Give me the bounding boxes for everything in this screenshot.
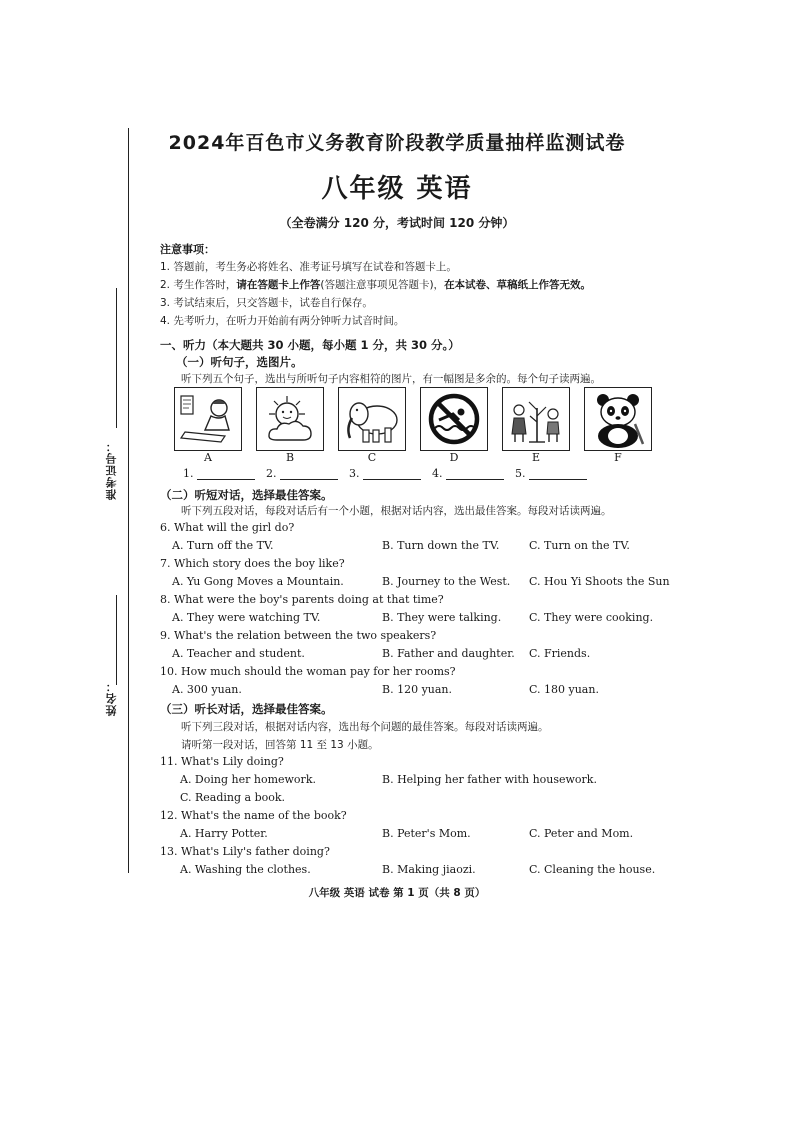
- answer-blank-4[interactable]: [432, 467, 504, 480]
- name-label: 姓名：: [105, 680, 118, 716]
- picture-label-f: F: [614, 451, 622, 464]
- note-item-1: 1. 答题前，考生务必将姓名、准考证号填写在试卷和答题卡上。: [160, 261, 457, 273]
- sub1-instruction: 听下列五个句子，选出与所听句子内容相符的图片，有一幅图是多余的。每个句子读两遍。: [181, 373, 601, 385]
- option-6a[interactable]: A. Turn off the TV.: [172, 539, 274, 552]
- exam-title: 2024年百色市义务教育阶段教学质量抽样监测试卷: [168, 132, 626, 154]
- option-8c[interactable]: C. They were cooking.: [529, 611, 654, 624]
- question-11: 11. What's Lily doing?: [160, 755, 284, 768]
- note-item-2-part-c: (答题注意事项见答题卡)，: [320, 279, 445, 291]
- part1-heading: 一、听力（本大题共 30 小题，每小题 1 分，共 30 分。）: [160, 338, 460, 352]
- option-9a[interactable]: A. Teacher and student.: [172, 647, 305, 660]
- picture-label-b: B: [285, 451, 295, 464]
- option-10c[interactable]: C. 180 yuan.: [529, 683, 599, 696]
- elephant-picture: [338, 387, 406, 451]
- girl-writing-icon: [175, 388, 241, 450]
- sun-cloud-icon: [257, 388, 323, 450]
- option-10b[interactable]: B. 120 yuan.: [382, 683, 453, 696]
- option-8a[interactable]: A. They were watching TV.: [172, 611, 321, 624]
- blank-number: 5.: [515, 467, 526, 480]
- blank-number: 3.: [349, 467, 360, 480]
- option-6c[interactable]: C. Turn on the TV.: [529, 539, 630, 552]
- blank-number: 1.: [183, 467, 194, 480]
- sub3-instruction-2: 请听第一段对话，回答第 11 至 13 小题。: [181, 739, 379, 751]
- panda-icon: [585, 388, 651, 450]
- question-8: 8. What were the boy's parents doing at that time?: [160, 593, 444, 606]
- no-swimming-picture: [420, 387, 488, 451]
- subject-title: 八年级 英语: [321, 174, 473, 204]
- picture-label-d: D: [449, 451, 459, 464]
- exam-number-write-line: [116, 288, 117, 428]
- option-9b[interactable]: B. Father and daughter.: [382, 647, 515, 660]
- option-13c[interactable]: C. Cleaning the house.: [529, 863, 656, 876]
- option-8b[interactable]: B. They were talking.: [382, 611, 502, 624]
- panda-picture: [584, 387, 652, 451]
- girl-writing-picture: [174, 387, 242, 451]
- sub2-instruction: 听下列五段对话，每段对话后有一个小题，根据对话内容，选出最佳答案。每段对话读两遍。: [181, 505, 612, 517]
- picture-label-e: E: [531, 451, 541, 464]
- note-item-2-part-b: 请在答题卡上作答: [236, 279, 321, 291]
- answer-blank-2[interactable]: [266, 467, 338, 480]
- answer-blank-1[interactable]: [183, 467, 255, 480]
- sub3-instruction: 听下列三段对话，根据对话内容，选出每个问题的最佳答案。每段对话读两遍。: [181, 721, 549, 733]
- question-7: 7. Which story does the boy like?: [160, 557, 345, 570]
- option-7c[interactable]: C. Hou Yi Shoots the Sun: [529, 575, 670, 588]
- option-12a[interactable]: A. Harry Potter.: [180, 827, 268, 840]
- picture-label-a: A: [204, 451, 212, 464]
- answer-blank-3[interactable]: [349, 467, 421, 480]
- option-11c[interactable]: C. Reading a book.: [180, 791, 286, 804]
- question-6: 6. What will the girl do?: [160, 521, 295, 534]
- option-12b[interactable]: B. Peter's Mom.: [382, 827, 471, 840]
- blank-number: 2.: [266, 467, 277, 480]
- binding-margin-line: [128, 128, 129, 873]
- option-11b[interactable]: B. Helping her father with housework.: [382, 773, 597, 786]
- option-11a[interactable]: A. Doing her homework.: [180, 773, 316, 786]
- option-6b[interactable]: B. Turn down the TV.: [382, 539, 500, 552]
- option-9c[interactable]: C. Friends.: [529, 647, 591, 660]
- sub3-heading: （三）听长对话，选择最佳答案。: [160, 702, 333, 716]
- option-7a[interactable]: A. Yu Gong Moves a Mountain.: [172, 575, 344, 588]
- option-7b[interactable]: B. Journey to the West.: [382, 575, 511, 588]
- sun-cloud-picture: [256, 387, 324, 451]
- option-12c[interactable]: C. Peter and Mom.: [529, 827, 634, 840]
- answer-blank-5[interactable]: [515, 467, 587, 480]
- note-item-2: [160, 277, 591, 292]
- note-item-3: 3. 考试结束后，只交答题卡，试卷自行保存。: [160, 297, 373, 309]
- option-13a[interactable]: A. Washing the clothes.: [180, 863, 311, 876]
- option-10a[interactable]: A. 300 yuan.: [172, 683, 242, 696]
- picture-label-c: C: [367, 451, 377, 464]
- question-12: 12. What's the name of the book?: [160, 809, 347, 822]
- note-item-4: 4. 先考听力，在听力开始前有两分钟听力试音时间。: [160, 315, 405, 327]
- name-write-line: [116, 595, 117, 685]
- score-time-note: （全卷满分 120 分，考试时间 120 分钟）: [279, 216, 515, 230]
- note-item-2-part-d: 在本试卷、草稿纸上作答无效。: [444, 279, 592, 291]
- notes-heading: 注意事项：: [160, 243, 215, 256]
- elephant-icon: [339, 388, 405, 450]
- page-footer: 八年级 英语 试卷 第 1 页（共 8 页）: [308, 887, 486, 899]
- exam-number-label: 准考证号：: [105, 440, 118, 500]
- planting-tree-picture: [502, 387, 570, 451]
- no-swimming-icon: [421, 388, 487, 450]
- planting-tree-icon: [503, 388, 569, 450]
- blank-number: 4.: [432, 467, 443, 480]
- question-10: 10. How much should the woman pay for her rooms?: [160, 665, 456, 678]
- question-9: 9. What's the relation between the two speakers?: [160, 629, 437, 642]
- sub1-heading: （一）听句子，选图片。: [176, 355, 303, 369]
- sub2-heading: （二）听短对话，选择最佳答案。: [160, 488, 333, 502]
- note-item-2-part-a: 2. 考生作答时，: [160, 279, 237, 291]
- question-13: 13. What's Lily's father doing?: [160, 845, 330, 858]
- option-13b[interactable]: B. Making jiaozi.: [382, 863, 476, 876]
